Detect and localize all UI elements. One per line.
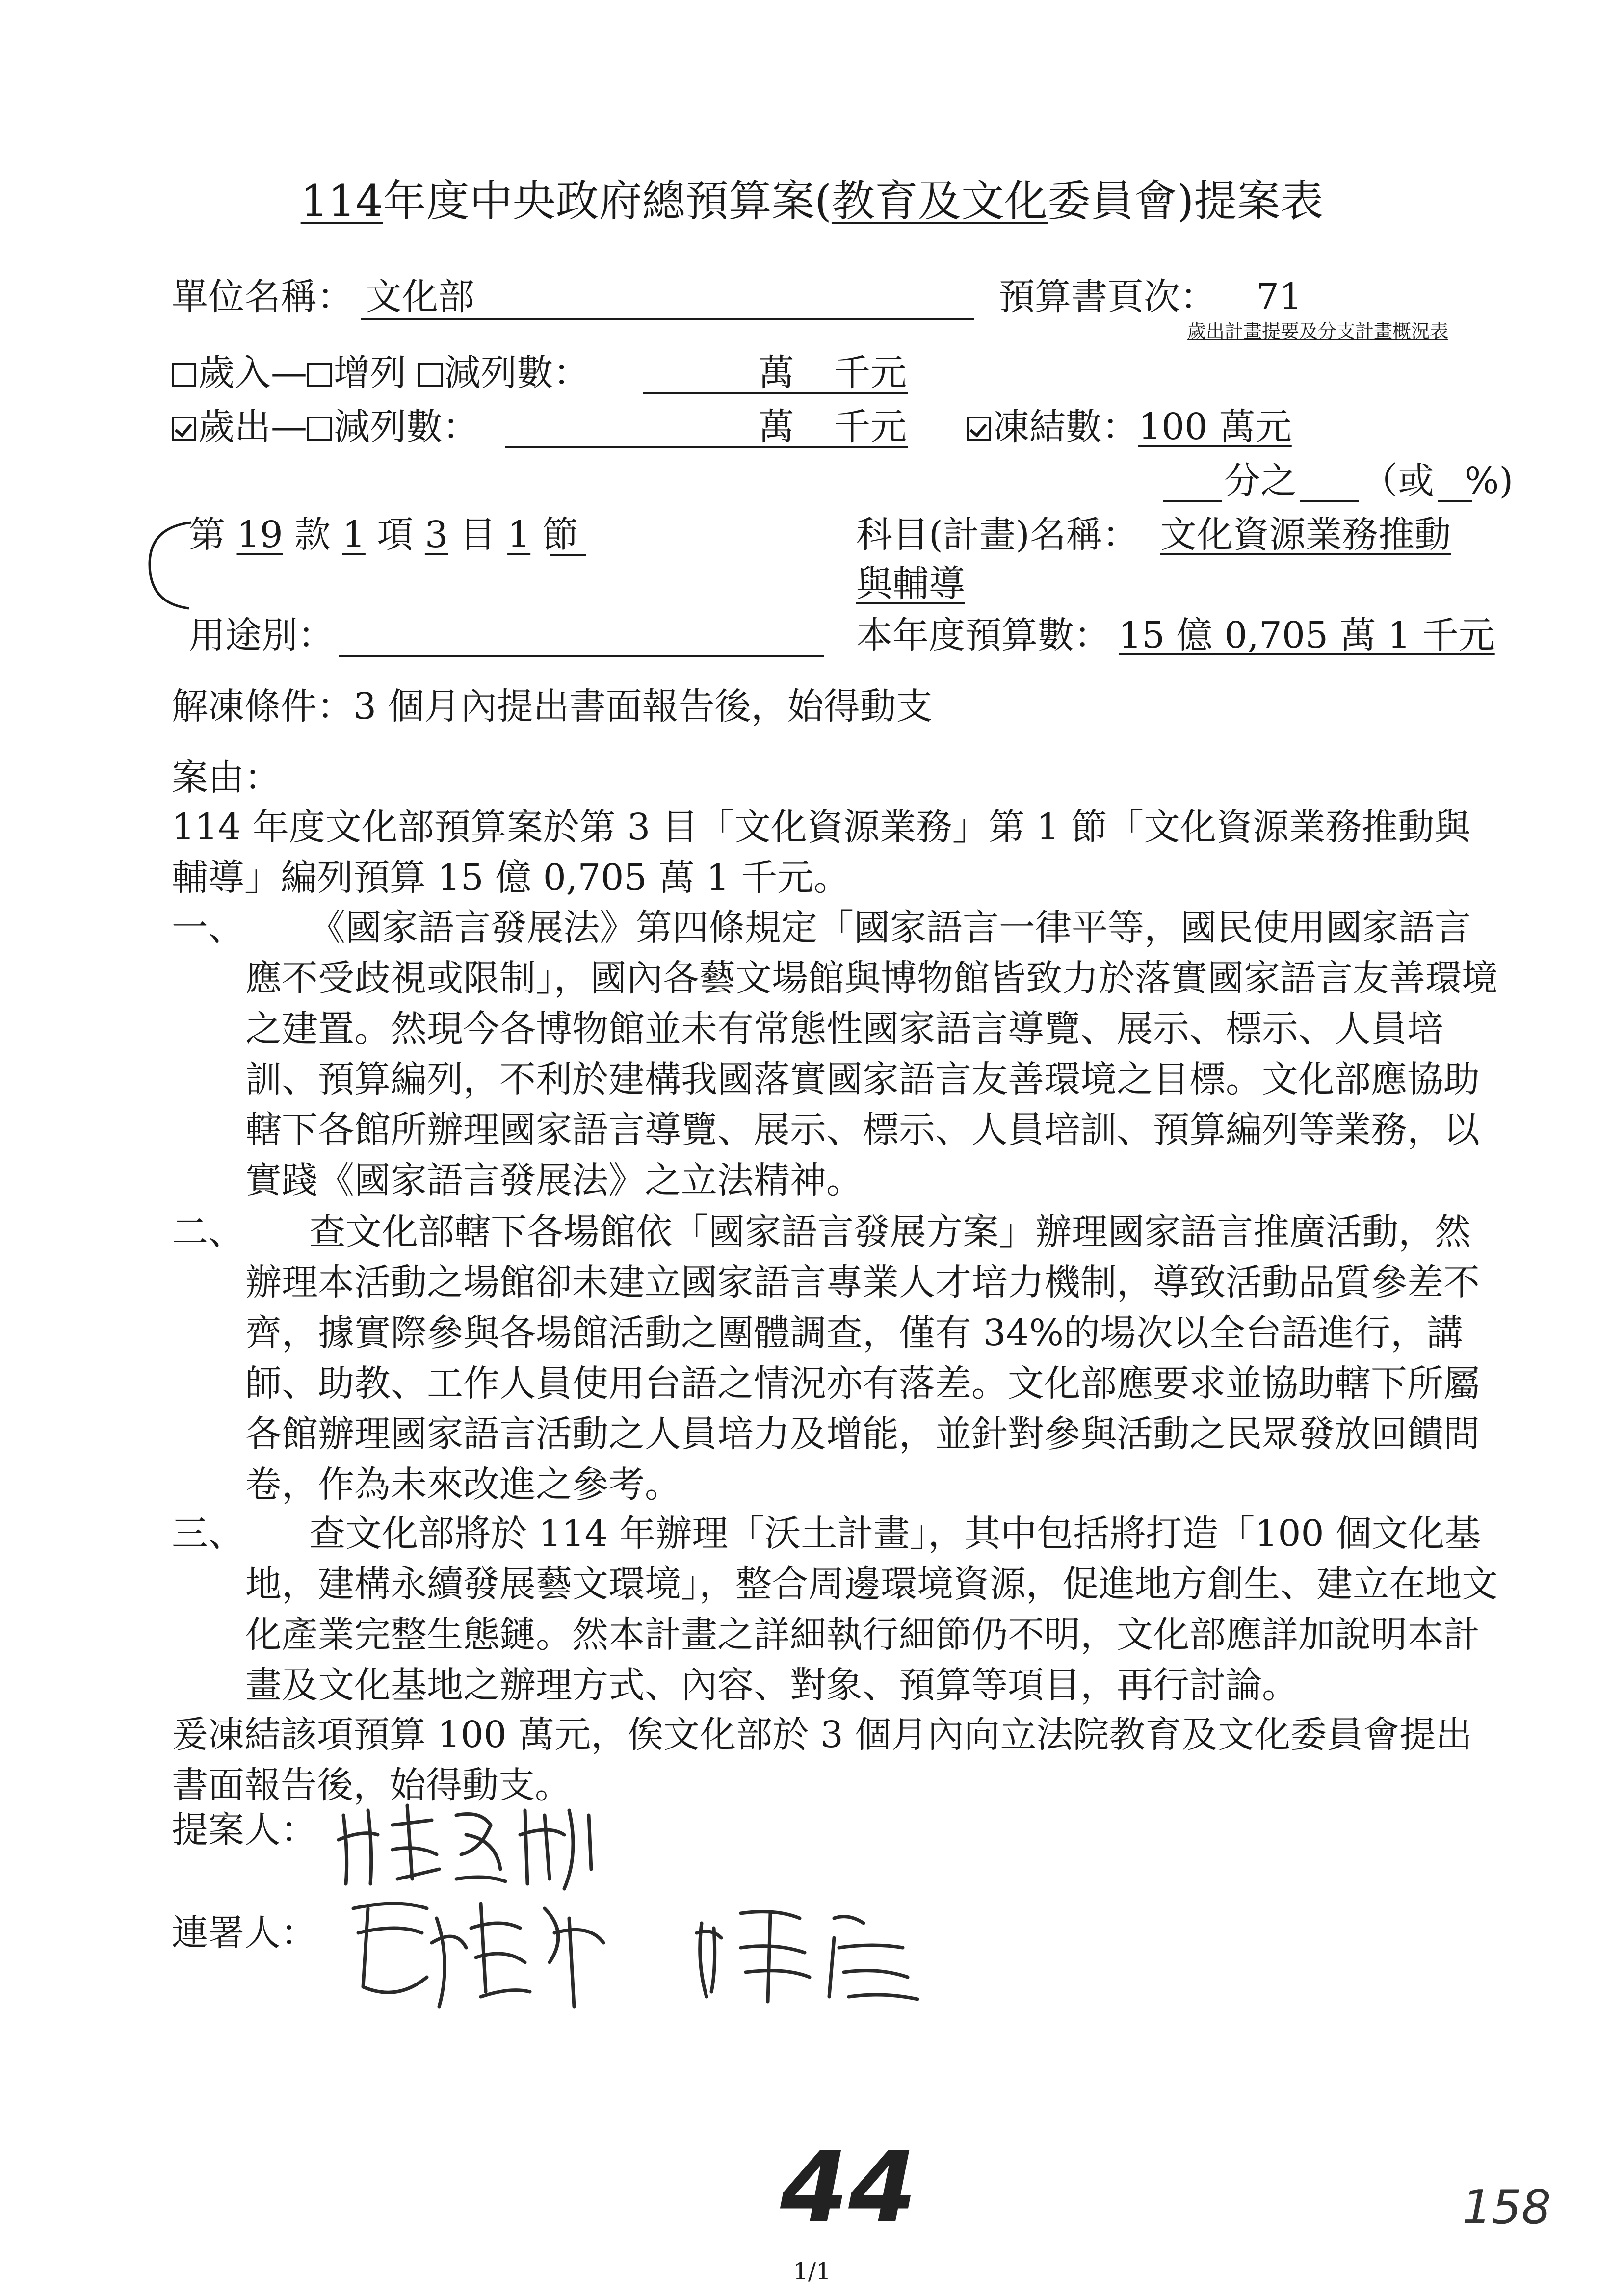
item-1-text: 《國家語言發展法》第四條規定「國家語言一律平等，國民使用國家語言應不受歧視或限制」，國內各藝文場館與博物館皆致力於落實國家語言友善環境之建置。然現今各博物館並未有常態性國家語言導覽、展示、標示、人員培訓、預算編列，不利於建構我國落實國家語言友善環境之目標。文化部應協助轄下各館所辦理國家語言導覽、展示、標示、人員培訓、預算編列等業務，以實踐《國家語言發展法》之立法精神。 <box>245 907 1498 1201</box>
conclusion: 爰凍結該項預算 100 萬元，俟文化部於 3 個月內向立法院教育及文化委員會提出書面報告後，始得動支。 <box>172 1714 1472 1806</box>
usage-label: 用途別： <box>189 614 334 656</box>
page-number-label: 預算書頁次： <box>998 276 1216 318</box>
expense-row: 歲出— 減列數： <box>172 402 479 451</box>
section-xiang: 1 <box>342 514 366 556</box>
proposer-label: 提案人： <box>172 1809 317 1851</box>
revenue-row: 歲入— 增列 減列數： <box>172 348 590 397</box>
item-3-number: 三、 <box>172 1513 244 1555</box>
unfreeze-condition: 解凍條件：3 個月內提出書面報告後，始得動支 <box>172 685 933 728</box>
revenue-unit-thousand: 千元 <box>834 352 907 394</box>
cosigner-signature-1 <box>339 1889 613 2016</box>
usage-line <box>339 655 824 657</box>
decrease-checkbox[interactable] <box>418 363 443 387</box>
page-title <box>0 174 1624 228</box>
subject-value-line1: 文化資源業務推動 <box>1160 514 1451 556</box>
fraction-label-1: 分之 <box>1224 460 1297 502</box>
revenue-checkbox[interactable] <box>172 363 196 387</box>
item-2-number: 二、 <box>172 1211 244 1253</box>
section-end-line <box>550 554 586 556</box>
item-1-number: 一、 <box>172 907 244 949</box>
title-part1: 年度中央政府總預算案( <box>383 176 832 226</box>
page-number-value: 71 <box>1256 276 1303 318</box>
budget-label: 本年度預算數： <box>856 614 1110 656</box>
expense-unit-wan: 萬 <box>758 406 794 448</box>
fraction-label-2: （或 <box>1362 460 1434 502</box>
increase-checkbox[interactable] <box>307 363 332 387</box>
subject-label: 科目(計畫)名稱： <box>856 514 1139 556</box>
handwritten-page-number: 44 <box>780 2131 917 2245</box>
cosigner-label: 連署人： <box>172 1912 317 1954</box>
title-part2: 委員會)提案表 <box>1047 176 1324 226</box>
section-row: 第 19 款 1 項 3 目 1 節 <box>189 514 578 556</box>
section-kuan: 19 <box>236 514 283 556</box>
title-committee: 教育及文化 <box>831 176 1048 226</box>
unit-label: 單位名稱： <box>172 276 353 318</box>
fraction-line-2 <box>1300 500 1359 502</box>
budget-value: 15 億 0,705 萬 1 千元 <box>1119 614 1495 656</box>
freeze-label: 凍結數： <box>993 406 1138 448</box>
section-jie: 1 <box>507 514 531 556</box>
item-3-text: 查文化部將於 114 年辦理「沃土計畫」，其中包括將打造「100 個文化基地，建構永續發展藝文環境」，整合周邊環境資源，促進地方創生、建立在地文化產業完整生態鏈。然本計畫之詳細執行細節仍不明，文化部應詳加說明本計畫及文化基地之辦理方式、內容、對象、預算等項目，再行討論。 <box>245 1513 1498 1706</box>
expense-decrease-checkbox[interactable] <box>307 417 332 441</box>
unit-underline <box>361 318 974 320</box>
page-footer: 1/1 <box>793 2258 831 2285</box>
reason-label: 案由： <box>172 757 281 799</box>
freeze-row <box>967 402 1292 451</box>
freeze-checkbox[interactable] <box>967 417 991 441</box>
fraction-label-3: %) <box>1465 460 1514 502</box>
title-year: 114 <box>300 176 383 226</box>
unit-value: 文化部 <box>366 276 474 318</box>
expense-checkbox[interactable] <box>172 417 196 441</box>
expense-unit-thousand: 千元 <box>834 406 907 448</box>
page-number-note: 歲出計畫提要及分支計畫概況表 <box>1187 320 1449 342</box>
freeze-value: 100 萬元 <box>1138 406 1292 448</box>
revenue-unit-wan: 萬 <box>758 352 794 394</box>
section-mu: 3 <box>424 514 448 556</box>
fraction-line-1 <box>1163 500 1222 502</box>
handwritten-corner-number: 158 <box>1462 2181 1551 2235</box>
proposer-signature <box>334 1796 608 1894</box>
section-bracket <box>145 515 194 613</box>
item-2-text: 查文化部轄下各場館依「國家語言發展方案」辦理國家語言推廣活動，然辦理本活動之場館卻未建立國家語言專業人才培力機制，導致活動品質參差不齊，據實際參與各場館活動之團體調查，僅有 34%的場次以全台語進行，講師、助教、工作人員使用台語之情況亦有落差。文化部應要求並協助轄下所屬各館辦理國家語言活動之人員培力及增能，並針對參與活動之民眾發放回饋問卷，作為未來改進之參考。 <box>245 1211 1480 1506</box>
cosigner-signature-2 <box>687 1899 942 2007</box>
subject-value-line2: 與輔導 <box>856 563 965 605</box>
reason-intro: 114 年度文化部預算案於第 3 目「文化資源業務」第 1 節「文化資源業務推動與輔導」編列預算 15 億 0,705 萬 1 千元。 <box>172 806 1471 899</box>
